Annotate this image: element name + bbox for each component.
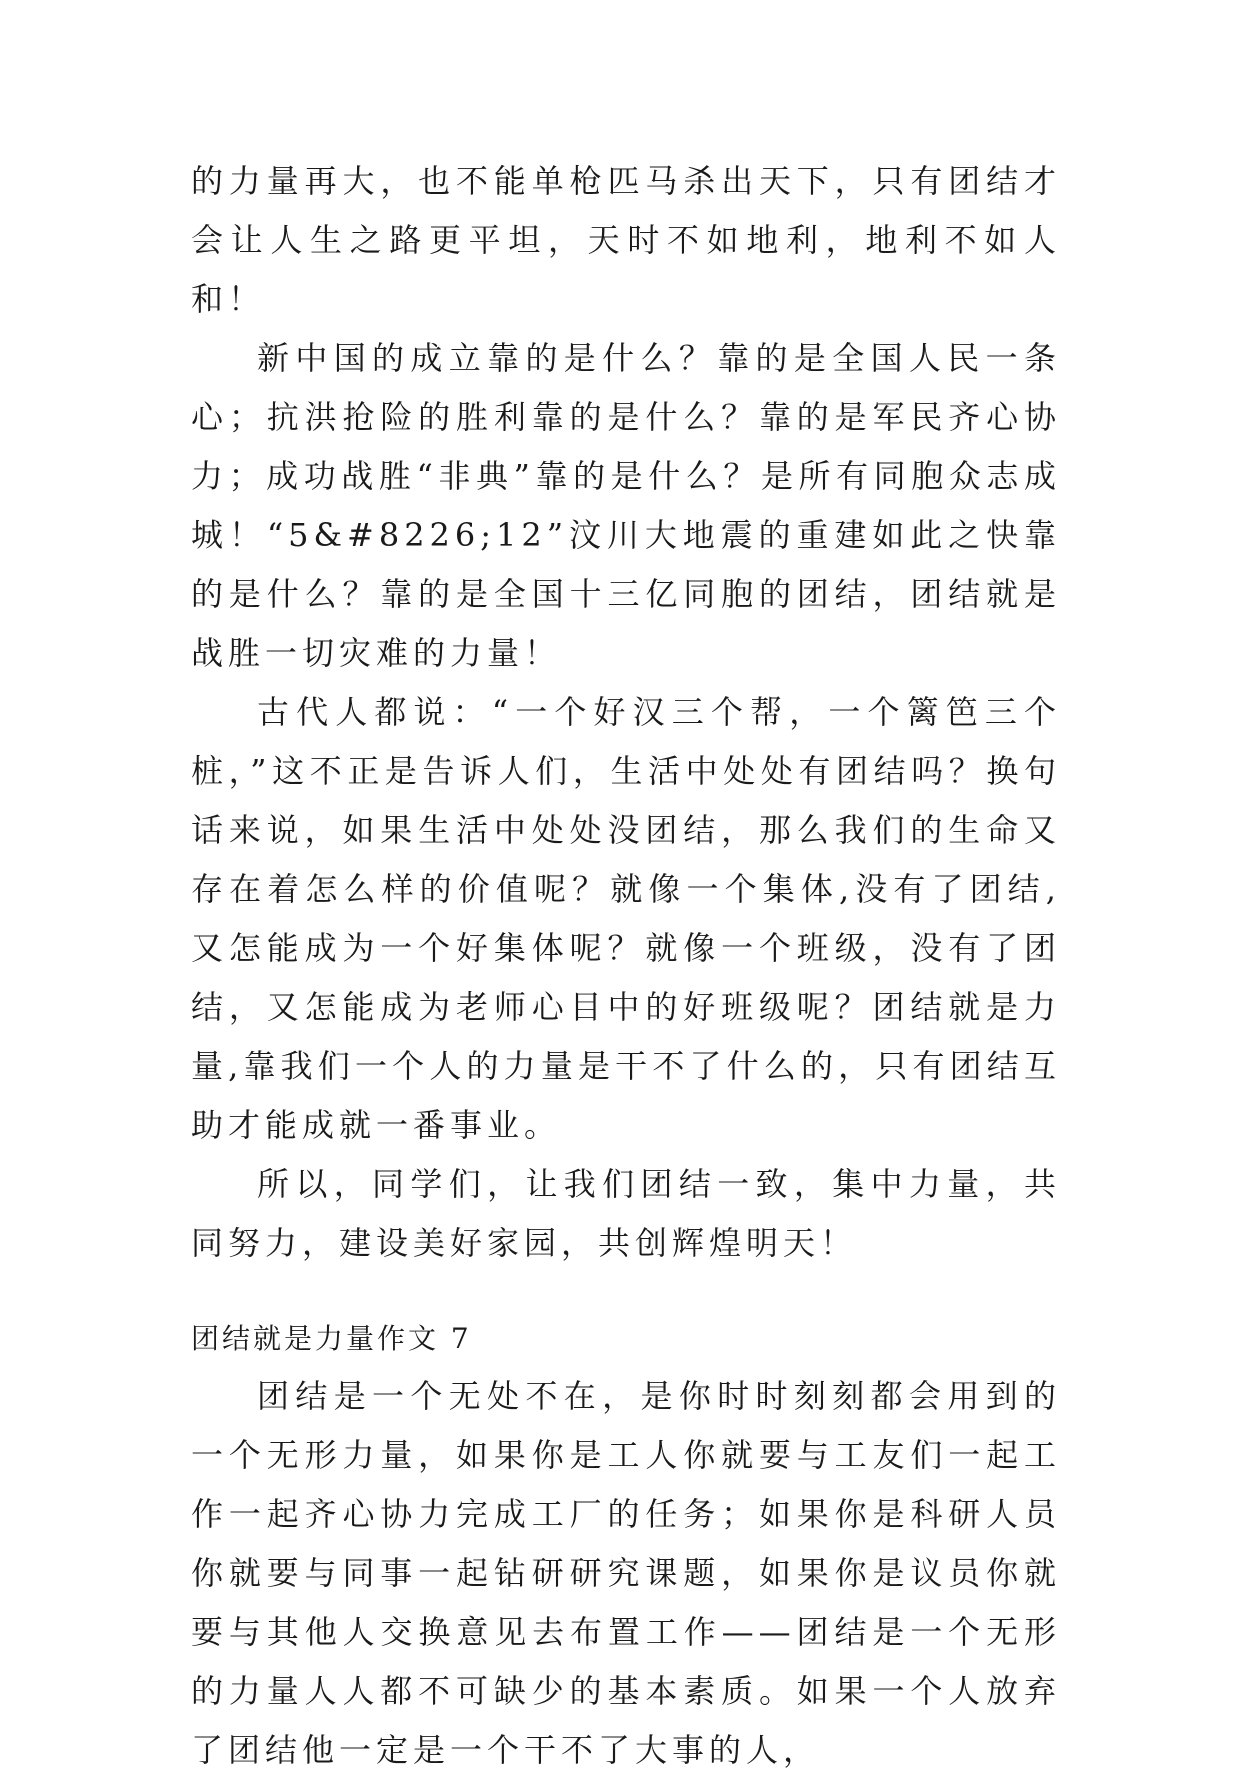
text-line: 汶川大地震的重建如此之快靠的是什么？靠的是全国十三 bbox=[191, 516, 1061, 613]
text-line: 亿同胞的团结，团结就是战胜一切灾难的力量！ bbox=[191, 575, 1061, 672]
text-line: 新中国的成立靠的是什么？靠的是全国人民一条心；抗 bbox=[191, 339, 1061, 436]
text-line: 呢？就像一个集体,没有了团结,又怎能成为一个好集体呢？ bbox=[191, 870, 1061, 967]
paragraph-2 bbox=[191, 329, 1061, 683]
text-line: 工作——团结是一个无形的力量人人都不可缺少的基本素 bbox=[191, 1613, 1061, 1710]
text-line: “非典”靠的是什么？是所有同胞众志成城！“5&#8226;12” bbox=[191, 457, 1061, 554]
text-line: 力完成工厂的任务；如果你是科研人员你就要与同事一起钻 bbox=[191, 1495, 1061, 1592]
text-line: 生活中处处没团结，那么我们的生命又存在着怎么样的价值 bbox=[191, 811, 1061, 908]
text-line: 洪抢险的胜利靠的是什么？靠的是军民齐心协力；成功战胜 bbox=[191, 398, 1061, 495]
text-line: 建设美好家园，共创辉煌明天！ bbox=[339, 1224, 858, 1262]
text-line: 古代人都说：“一个好汉三个帮，一个篱笆三个桩，”这 bbox=[191, 693, 1061, 790]
paragraph-3 bbox=[191, 683, 1061, 1155]
section-title: 团结就是力量作文 7 bbox=[191, 1322, 472, 1355]
paragraph-4 bbox=[191, 1155, 1061, 1273]
paragraph-1 bbox=[191, 152, 1061, 329]
text-line: 质。如果一个人放弃了团结他一定是一个干不了大事的人， bbox=[191, 1672, 1061, 1769]
paragraph-5 bbox=[191, 1367, 1061, 1780]
text-line: 生之路更平坦，天时不如地利，地利不如人和！ bbox=[191, 221, 1061, 318]
text-line: 就像一个班级，没有了团结，又怎能成为老师心目中的好班 bbox=[191, 929, 1061, 1026]
text-line: 研研究课题，如果你是议员你就要与其他人交换意见去布置 bbox=[191, 1554, 1061, 1651]
document-body bbox=[191, 152, 1061, 1780]
text-line: 级呢？团结就是力量,靠我们一个人的力量是干不了什么的， bbox=[191, 988, 1061, 1085]
text-line: 只有团结互助才能成就一番事业。 bbox=[191, 1047, 1061, 1144]
text-line: 不正是告诉人们，生活中处处有团结吗？换句话来说，如果 bbox=[191, 752, 1061, 849]
text-line: 形力量，如果你是工人你就要与工友们一起工作一起齐心协 bbox=[191, 1436, 1061, 1533]
text-line: 团结是一个无处不在，是你时时刻刻都会用到的一个无 bbox=[191, 1377, 1061, 1474]
text-line: 所以，同学们，让我们团结一致，集中力量，共同努力， bbox=[191, 1165, 1061, 1262]
text-line: 的力量再大，也不能单枪匹马杀出天下，只有团结才会让人 bbox=[191, 162, 1061, 259]
